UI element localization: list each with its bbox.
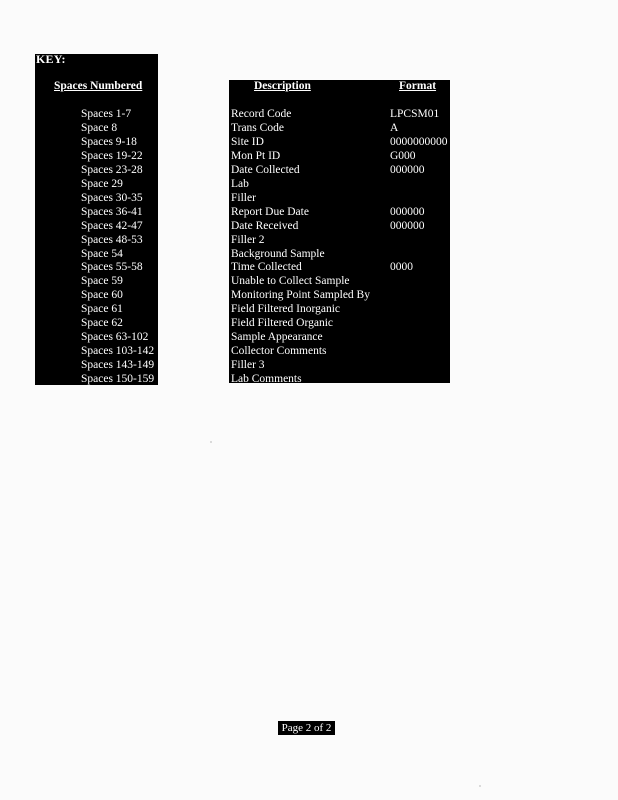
description-cell: Collector Comments: [231, 345, 327, 358]
spaces-cell: Spaces 55-58: [81, 261, 143, 274]
description-cell: Sample Appearance: [231, 331, 323, 344]
spaces-cell: Space 61: [81, 303, 123, 316]
spaces-cell: Spaces 1-7: [81, 108, 132, 120]
description-cell: Lab Comments: [231, 373, 302, 386]
spaces-cell: Space 60: [81, 289, 123, 302]
spaces-cell: Spaces 19-22: [81, 149, 143, 162]
header-description: Description: [254, 80, 311, 92]
description-cell: Record Code: [231, 108, 292, 120]
description-cell: Date Received: [231, 219, 299, 232]
description-cell: Filler 3: [231, 359, 265, 372]
format-cell: 0000: [390, 261, 413, 274]
format-cell: 000000: [390, 163, 425, 176]
description-cell: Background Sample: [231, 247, 325, 260]
description-cell: Trans Code: [231, 121, 284, 134]
spaces-cell: Spaces 103-142: [81, 345, 155, 358]
spaces-cell: Spaces 150-159: [81, 373, 155, 386]
spaces-cell: Spaces 36-41: [81, 205, 143, 218]
format-cell: 000000: [390, 219, 425, 232]
spaces-cell: Spaces 42-47: [81, 219, 143, 232]
spaces-cell: Spaces 63-102: [81, 331, 149, 344]
description-cell: Mon Pt ID: [231, 149, 281, 162]
spaces-cell: Spaces 23-28: [81, 163, 143, 176]
header-spaces-numbered: Spaces Numbered: [54, 80, 143, 92]
description-cell: Report Due Date: [231, 205, 309, 218]
spaces-cell: Space 54: [81, 247, 123, 260]
header-format: Format: [399, 80, 437, 92]
description-cell: Date Collected: [231, 163, 300, 176]
format-cell: 000000: [390, 205, 425, 218]
description-cell: Filler 2: [231, 233, 265, 246]
key-label: KEY:: [36, 52, 66, 66]
scan-speck: [479, 785, 481, 787]
spaces-cell: Space 29: [81, 177, 123, 190]
spaces-cell: Space 62: [81, 317, 123, 330]
spaces-cell: Spaces 48-53: [81, 233, 143, 246]
description-cell: Monitoring Point Sampled By: [231, 289, 370, 302]
spaces-cell: Space 59: [81, 275, 123, 288]
description-cell: Field Filtered Inorganic: [231, 303, 341, 316]
format-cell: 0000000000: [390, 135, 448, 148]
description-cell: Site ID: [231, 135, 264, 148]
description-cell: Time Collected: [231, 261, 302, 274]
spaces-cell: Spaces 9-18: [81, 135, 137, 148]
spaces-cell: Spaces 30-35: [81, 191, 143, 204]
format-cell: A: [390, 121, 399, 134]
spaces-cell: Space 8: [81, 121, 118, 134]
description-cell: Field Filtered Organic: [231, 317, 333, 330]
page-number: Page 2 of 2: [278, 721, 335, 735]
format-cell: G000: [390, 149, 416, 162]
scan-speck: [210, 441, 212, 443]
description-cell: Filler: [231, 191, 256, 204]
format-cell: LPCSM01: [390, 108, 440, 120]
spaces-cell: Spaces 143-149: [81, 359, 155, 372]
description-cell: Lab: [231, 177, 249, 190]
description-cell: Unable to Collect Sample: [231, 275, 350, 288]
